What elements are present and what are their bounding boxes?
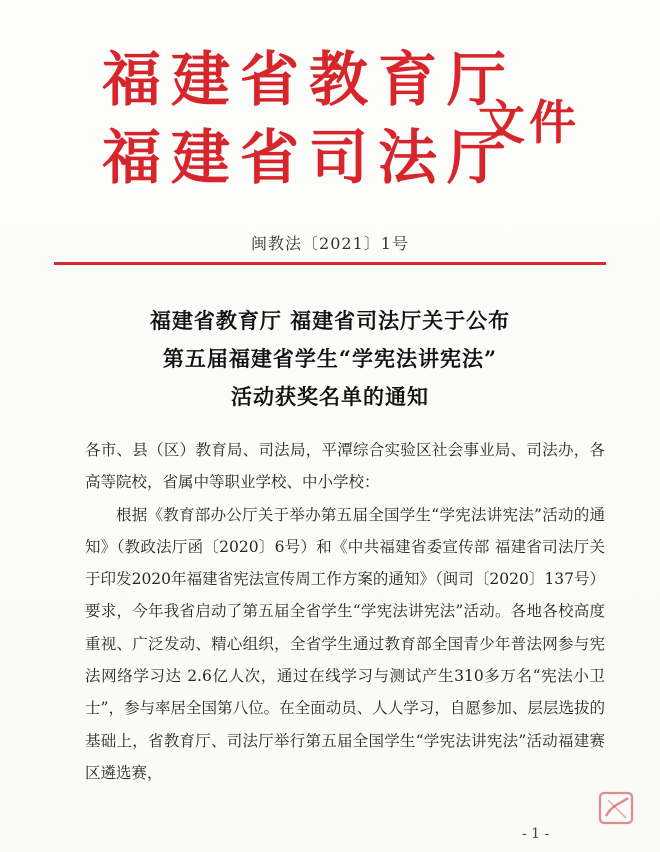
recipient-list: 各市、县（区）教育局、司法局，平潭综合实验区社会事业局、司法办，各高等院校，省属中等职业学校、中小学校： bbox=[85, 441, 605, 492]
issuer-justice-department: 福建省司法厅 bbox=[102, 123, 517, 192]
red-divider bbox=[54, 262, 606, 265]
notice-title-line-3: 活动获奖名单的通知 bbox=[231, 384, 429, 409]
document-number: 闽教法〔2021〕1号 bbox=[251, 234, 409, 253]
notice-title-line-1: 福建省教育厅 福建省司法厅关于公布 bbox=[149, 308, 511, 333]
page-number: - 1 - bbox=[522, 826, 550, 842]
body-paragraph-1: 根据《教育部办公厅关于举办第五届全国学生“学宪法讲宪法”活动的通知》（教政法厅函〔2020〕6号）和《中共福建省委宣传部 福建省司法厅关于印发2020年福建省宪法宣传周工作方案的通知》（闽司〔2020〕137号）要求，今年我省启动了第五届全省学生“学宪法讲宪法”活动。各地各校高度重视、广泛发动、精心组织，全省学生通过教育部全国青少年普法网参与宪法网络学习达 2.6亿人次，通过在线学习与测试产生310多万名“宪法小卫士”，参与率居全国第八位。在全面动员、人人学习，自愿参加、层层选拔的基础上，省教育厅、司法厅举行第五届全国学生“学宪法讲宪法”活动福建赛区遴选赛， bbox=[85, 505, 605, 782]
watermark-seal-icon bbox=[596, 788, 638, 830]
document-type: 文件 bbox=[478, 96, 580, 151]
notice-title-line-2: 第五届福建省学生“学宪法讲宪法” bbox=[162, 346, 498, 371]
notice-body bbox=[85, 434, 605, 789]
issuer-education-department: 福建省教育厅 bbox=[102, 45, 517, 114]
